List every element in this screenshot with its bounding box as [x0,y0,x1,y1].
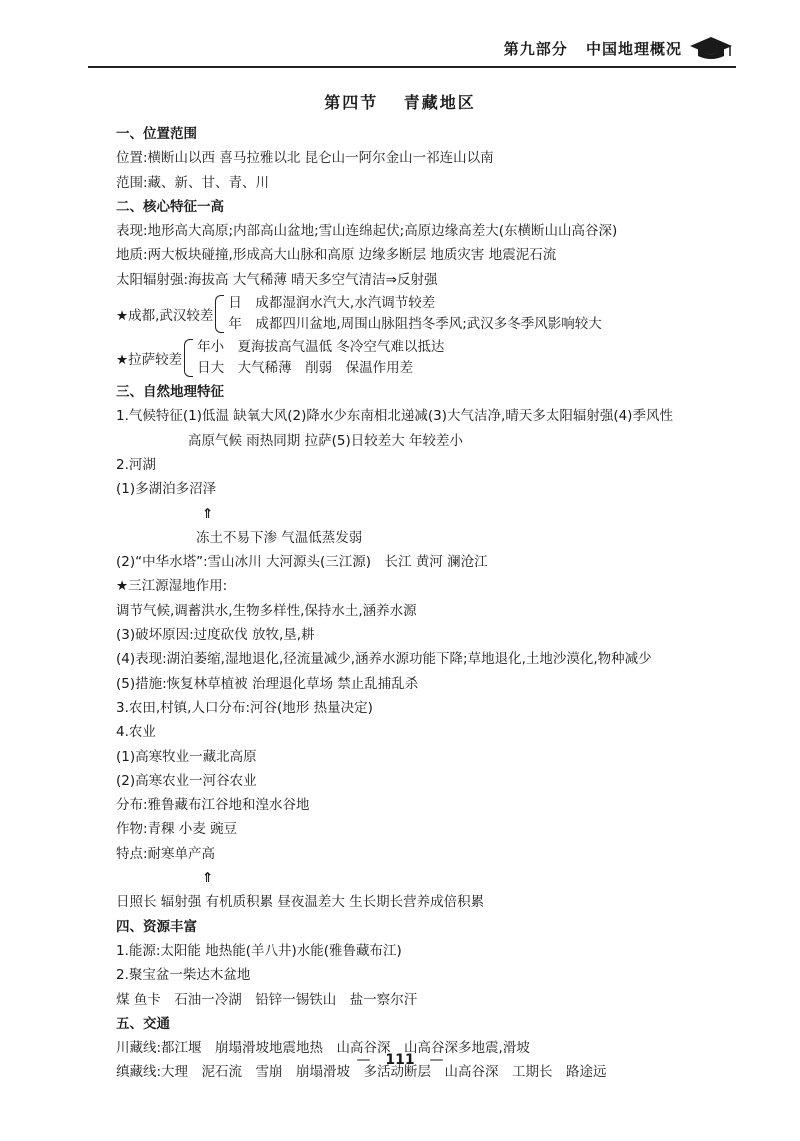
heading-location: 一、位置范围 [116,126,197,142]
text-line: 太阳辐射强:海拔高 大气稀薄 晴天多空气清洁⇒反射强 [116,271,438,288]
header-part: 第九部分 [503,40,568,58]
text-line: 2.聚宝盆一柴达木盆地 [116,967,251,984]
text-line: (1)高寒牧业一藏北高原 [116,748,257,765]
text-line: 2.河湖 [116,456,156,473]
text-line: (4)表现:湖泊萎缩,湿地退化,径流量减少,涵养水源功能下降;草地退化,土地沙漠化,物种减少 [116,651,652,668]
text-line: 高原气候 雨热同期 拉萨(5)日较差大 年较差小 [188,432,463,449]
brace-icon [215,295,224,333]
page-number [0,1052,800,1068]
heading-transport: 五、交通 [116,1015,170,1032]
section-title [0,90,800,113]
brace-label: ★拉萨较差 [116,352,183,369]
text-line: 范围:藏、新、甘、青、川 [116,174,270,191]
text-line: 分布:雅鲁藏布江谷地和湟水谷地 [116,797,310,814]
text-line: 年 成都四川盆地,周围山脉阻挡冬季风;武汉多冬季风影响较大 [228,316,602,333]
text-line: (2)“中华水塔”:雪山冰川 大河源头(三江源) 长江 黄河 澜沧江 [116,554,488,571]
brace-lines [228,293,601,335]
brace-lines [197,337,444,379]
text-line: (2)高寒农业一河谷农业 [116,772,257,789]
text-line: 1.气候特征(1)低温 缺氧大风(2)降水少东南相北递减(3)大气洁净,晴天多太阳辐射强(4)季风性 [116,408,673,425]
text-line: 位置:横断山以西 喜马拉雅以北 昆仑山一阿尔金山一祁连山以南 [116,150,494,167]
text-line: 煤 鱼卡 石油一冷湖 铅锌一锡铁山 盐一察尔汗 [116,991,418,1008]
brace-label: ★成都,武汉较差 [116,308,214,325]
arrow-up-icon: ⇑ [202,870,214,887]
text-line: (1)多湖泊多沼泽 [116,481,217,498]
brace-icon [184,339,193,377]
text-line: 日照长 辐射强 有机质积累 昼夜温差大 生长期长营养成倍积累 [116,894,485,911]
text-line: 地质:两大板块碰撞,形成高大山脉和高原 边缘多断层 地质灾害 地震泥石流 [116,247,557,264]
graduation-cap-icon [688,34,734,62]
text-line: 年小 夏海拔高气温低 冬冷空气难以抵达 [197,339,445,356]
page-header [88,30,736,68]
text-line: 1.能源:太阳能 地热能(羊八井)水能(雅鲁藏布江) [116,942,402,959]
heading-natural-features: 三、自然地理特征 [116,384,224,401]
footer-dash: — [356,1052,371,1068]
footer-dash: — [429,1052,444,1068]
text-line: ★三江源湿地作用: [116,578,228,595]
text-line: 特点:耐寒单产高 [116,845,216,862]
arrow-up-icon: ⇑ [202,505,214,522]
text-line: 作物:青稞 小麦 豌豆 [116,821,238,838]
header-text [492,38,682,59]
section-number: 第四节 [324,93,379,112]
text-line: 日大 大气稀薄 削弱 保温作用差 [197,360,414,377]
text-line: 冻土不易下渗 气温低蒸发弱 [196,529,363,546]
text-line: 4.农业 [116,724,156,741]
text-line: 川藏线:都江堰 崩塌滑坡地震地热 山高谷深 山高谷深多地震,滑坡 [116,1040,530,1057]
text-line: 日 成都湿润水汽大,水汽调节较差 [228,295,436,312]
text-line: (5)措施:恢复林草植被 治理退化草场 禁止乱捕乱杀 [116,675,419,692]
page-content [116,122,756,1085]
text-line: 缜藏线:大理 泥石流 雪崩 崩塌滑坡 多活动断层 山高谷深 工期长 路途远 [116,1064,607,1081]
header-book: 中国地理概况 [585,40,682,58]
section-name: 青藏地区 [403,93,476,112]
text-line: 表现:地形高大高原;内部高山盆地;雪山连绵起伏;高原边缘高差大(东横断山山高谷深) [116,223,618,240]
page-number-value: 111 [385,1052,415,1068]
heading-core-feature: 二、核心特征一高 [116,198,224,215]
text-line: (3)破坏原因:过度砍伐 放牧,垦,耕 [116,627,315,644]
text-line: 3.农田,村镇,人口分布:河谷(地形 热量决定) [116,699,373,716]
brace-group-lhasa [116,336,756,380]
heading-resources: 四、资源丰富 [116,918,197,935]
text-line: 调节气候,调蓄洪水,生物多样性,保持水土,涵养水源 [116,602,417,619]
brace-group-chengdu [116,292,756,336]
